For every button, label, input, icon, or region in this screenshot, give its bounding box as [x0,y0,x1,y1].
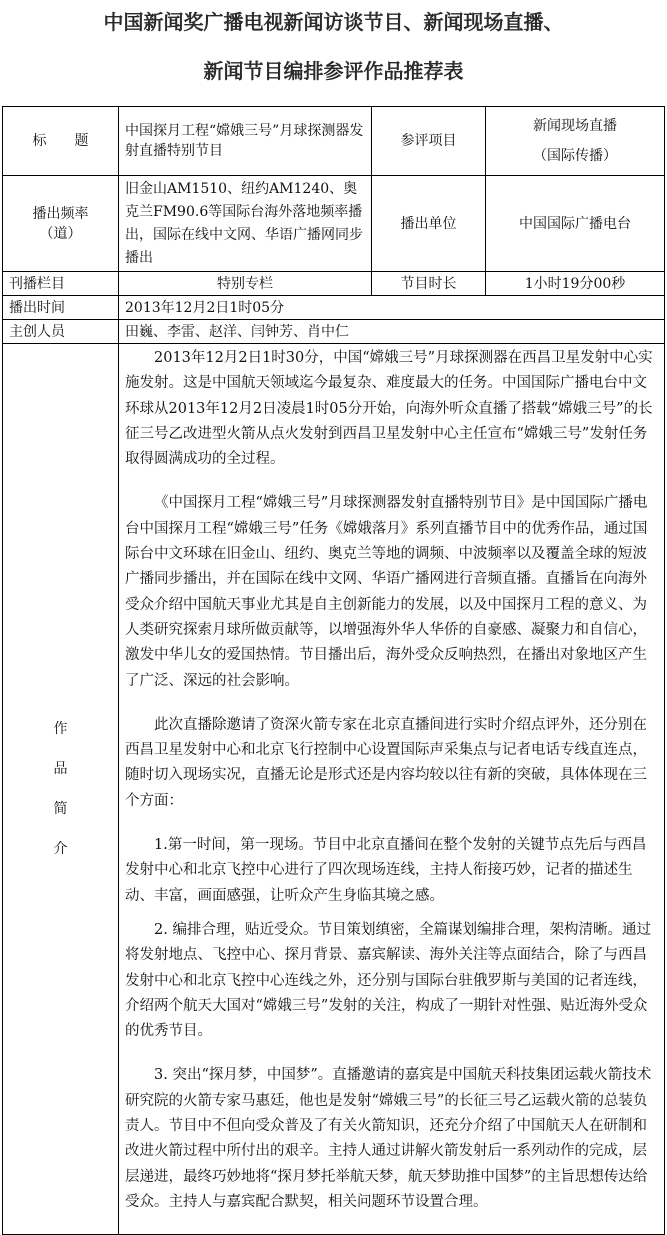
unit-value: 中国国际广播电台 [486,176,665,272]
frequency-label [3,176,119,272]
heading-line-2: 新闻节目编排参评作品推荐表 [203,59,464,83]
category-value [486,107,665,176]
category-value-line2: （国际传播） [533,148,617,164]
creators-label: 主创人员 [3,320,119,344]
title-row [3,107,665,176]
intro-paragraph-3: 此次直播除邀请了资深火箭专家在北京直播间进行实时介绍点评外，还分别在西昌卫星发射中心和北京飞行控制中心设置国际声采集点与记者电话专线直连点，随时切入现场实况，直播无论是形式还是内容均较以往有新的突破，具体体现在三个方面： [125,716,647,809]
frequency-label-line2: （道） [39,225,82,242]
frequency-value: 旧金山AM1510、纽约AM1240、奥克兰FM90.6等国际台海外落地频率播出，国际在线中文网、华语广播网同步播出 [119,176,372,272]
frequency-row [3,176,665,272]
intro-paragraph-6: 3. 突出“探月梦，中国梦”。直播邀请的嘉宾是中国航天科技集团运载火箭技术研究院的火箭专家马惠廷，他也是发射“嫦娥三号”的长征三号乙运载火箭的总装负责人。节目中不但向受众普及了有关火箭知识，还充分介绍了中国航天人在研制和改进火箭过程中所付出的艰辛。主持人通过讲解火箭发射后一系列动作的完成，层层递进，最终巧妙地将“探月梦托举航天梦，航天梦助推中国梦”的主旨思想传达给受众。主持人与嘉宾配合默契，相关问题环节设置合理。 [125,1067,652,1210]
intro-paragraph-1: 2013年12月2日1时30分，中国“嫦娥三号”月球探测器在西昌卫星发射中心实施发射。这是中国航天领域迄今最复杂、难度最大的任务。中国国际广播电台中文环球从2013年12月2日凌晨1时05分开始，向海外听众直播了搭载“嫦娥三号”的长征三号乙改进型火箭从点火发射到西昌卫星发射中心主任宣布“嫦娥三号”发射任务取得圆满成功的全过程。 [125,350,653,468]
column-row [3,272,665,296]
creators-value: 田巍、李雷、赵洋、闫钟芳、肖中仁 [119,320,665,344]
intro-body [119,344,665,1235]
column-value: 特别专栏 [119,272,372,296]
intro-paragraph-2: 《中国探月工程“嫦娥三号”月球探测器发射直播特别节目》是中国国际广播电台中国探月工程“嫦娥三号”任务《嫦娥落月》系列直播节目中的优秀作品，通过国际台中文环球在旧金山、纽约、奥克兰等地的调频、中波频率以及覆盖全球的短波广播同步播出，并在国际在线中文网、华语广播网进行音频直播。直播旨在向海外受众介绍中国航天事业尤其是自主创新能力的发展，以及中国探月工程的意义、为人类研究探索月球所做贡献等，以增强海外华人华侨的自豪感、凝聚力和自信心，激发中华儿女的爱国热情。节目播出后，海外受众反响热烈，在播出对象地区产生了广泛、深远的社会影响。 [125,495,648,689]
category-label: 参评项目 [372,107,486,176]
unit-label: 播出单位 [372,176,486,272]
intro-label-char-2: 品 [53,761,68,778]
time-value: 2013年12月2日1时05分 [119,296,665,320]
duration-label: 节目时长 [372,272,486,296]
intro-paragraph-5: 2. 编排合理，贴近受众。节目策划缜密，全篇谋划编排合理，架构清晰。通过将发射地点、飞控中心、探月背景、嘉宾解读、海外关注等点面结合，除了与西昌发射中心和北京飞控中心连线之外，还分别与国际台驻俄罗斯与美国的记者连线，介绍两个航天大国对“嫦娥三号”发射的关注，构成了一期针对性强、贴近海外受众的优秀节目。 [125,921,651,1040]
intro-row [3,344,665,1235]
heading-line-1: 中国新闻奖广播电视新闻访谈节目、新闻现场直播、 [103,10,564,34]
category-value-line1: 新闻现场直播 [533,118,617,134]
time-label: 播出时间 [3,296,119,320]
intro-label-char-4: 介 [53,841,68,858]
title-label: 标 题 [3,107,119,176]
duration-value: 1小时19分00秒 [486,272,665,296]
time-row [3,296,665,320]
intro-label-char-1: 作 [53,721,68,738]
title-value: 中国探月工程“嫦娥三号”月球探测器发射直播特别节目 [119,107,372,176]
creators-row [3,320,665,344]
intro-label-char-3: 简 [53,801,68,818]
column-label: 刊播栏目 [3,272,119,296]
intro-label [3,344,119,1235]
frequency-label-line1: 播出频率 [32,205,89,222]
recommendation-form [2,106,665,1235]
intro-paragraph-4: 1.第一时间，第一现场。节目中北京直播间在整个发射的关键节点先后与西昌发射中心和北京飞控中心进行了四次现场连线，主持人衔接巧妙，记者的描述生动、丰富，画面感强，让听众产生身临其境之感。 [125,837,647,904]
